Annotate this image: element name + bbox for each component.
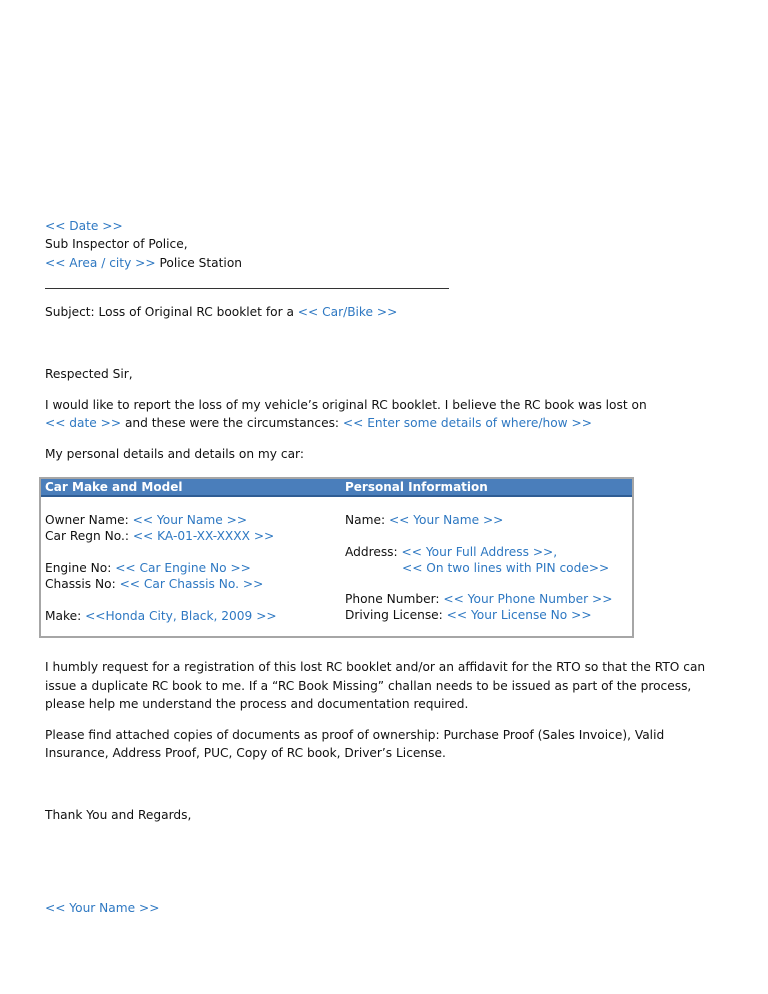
para2-line1: I humbly request for a registration of this lost RC booklet and/or an affidavit for the RTO so that the RTO can [45,660,706,674]
para1-line1: I would like to report the loss of my vehicle’s original RC booklet. I believe the RC book was lost on [45,398,647,412]
para1-mid: and these were the circumstances: [121,416,343,430]
col-header-personal: Personal Information [345,480,488,494]
engine-label: Engine No: [45,561,116,575]
subject-label: Subject: Loss of Original RC booklet for a [45,305,298,319]
subject-line [45,304,397,320]
name-label: Name: [345,513,389,527]
col-header-car: Car Make and Model [45,480,183,494]
make-row [45,608,277,624]
date-placeholder: << Date >> [45,219,123,233]
license-row [345,607,592,623]
chassis-value: << Car Chassis No. >> [119,577,264,591]
address-row [345,544,557,560]
area-city-placeholder: << Area / city >> [45,256,156,270]
engine-row [45,560,251,576]
vehicle-placeholder: << Car/Bike >> [297,305,398,319]
name-row [345,512,503,528]
address-value-line1: << Your Full Address >>, [401,545,558,559]
salutation: Respected Sir, [45,367,133,381]
make-value: <<Honda City, Black, 2009 >> [85,609,277,623]
divider-line [45,288,449,289]
regn-row [45,528,274,544]
table-header-row [41,479,632,497]
para2-line2: issue a duplicate RC book to me. If a “RC Book Missing” challan needs to be issued as part of the process, [45,679,692,693]
station-line [45,255,242,271]
owner-name-row [45,512,247,528]
engine-value: << Car Engine No >> [115,561,251,575]
regn-label: Car Regn No.: [45,529,133,543]
license-label: Driving License: [345,608,447,622]
address-label: Address: [345,545,402,559]
name-value: << Your Name >> [388,513,504,527]
owner-name-label: Owner Name: [45,513,133,527]
phone-label: Phone Number: [345,592,444,606]
make-label: Make: [45,609,86,623]
loss-date-placeholder: << date >> [45,416,122,430]
details-intro: My personal details and details on my car: [45,447,304,461]
phone-row [345,591,612,607]
station-suffix: Police Station [155,256,242,270]
owner-name-value: << Your Name >> [132,513,248,527]
chassis-row [45,576,263,592]
circumstances-placeholder: << Enter some details of where/how >> [342,416,592,430]
para3-line1: Please find attached copies of documents as proof of ownership: Purchase Proof (Sales Invoice), Valid [45,728,665,742]
recipient-line: Sub Inspector of Police, [45,237,188,251]
chassis-label: Chassis No: [45,577,120,591]
para3-line2: Insurance, Address Proof, PUC, Copy of RC book, Driver’s License. [45,746,446,760]
date-line [45,218,123,234]
closing: Thank You and Regards, [45,808,192,822]
para1-line2 [45,415,592,431]
para2-line3: please help me understand the process and documentation required. [45,697,469,711]
signature-placeholder: << Your Name >> [45,901,160,915]
regn-value: << KA-01-XX-XXXX >> [132,529,275,543]
license-value: << Your License No >> [446,608,592,622]
address-value-line2: << On two lines with PIN code>> [402,561,610,575]
details-table [39,477,634,638]
phone-value: << Your Phone Number >> [443,592,613,606]
